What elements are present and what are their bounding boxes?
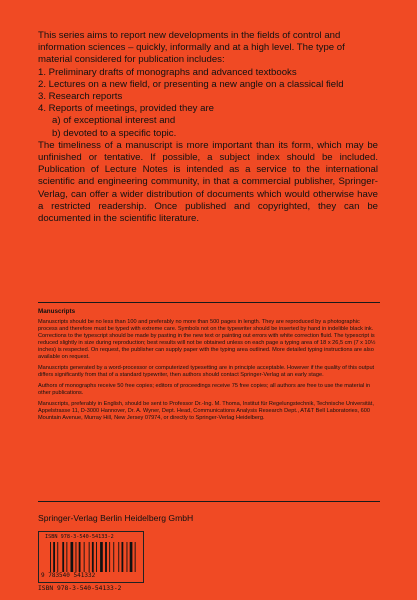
barcode-stripe (50, 542, 51, 572)
barcode-stripe (53, 542, 55, 572)
barcode-stripe (84, 542, 85, 572)
material-item: 4. Reports of meetings, provided they are (38, 103, 214, 115)
barcode (38, 531, 144, 583)
manuscripts-paragraph: Authors of monographs receive 50 free copies; editors of proceedings receive 75 free copies; all authors are free to use the material in other publications. (38, 383, 371, 396)
manuscripts-heading: Manuscripts (38, 308, 76, 315)
manuscripts-paragraph: Manuscripts, preferably in English, should be sent to Professor Dr.-Ing. M. Thoma, Institut für Regelungstechnik, Technische Universität, Appelstrasse 11, D-3000 Hannover, Dr. A. Wyner, Dept. Head, Communications Analysis Research Dept., AT&T Bell Laboratories, 600 Mountain Avenue, Murray Hill, New Jersey 07974, or directly to Springer-Verlag Heidelberg. (38, 401, 374, 421)
manuscripts-section (38, 308, 380, 426)
material-subitem: a) of exceptional interest and (52, 115, 176, 127)
barcode-stripe (130, 542, 133, 572)
barcode-stripe (113, 542, 114, 572)
material-item: 1. Preliminary drafts of monographs and advanced textbooks (38, 66, 297, 78)
barcode-stripe (89, 542, 90, 572)
barcode-stripe (62, 542, 64, 572)
barcode-stripe (105, 542, 107, 572)
barcode-stripe (92, 542, 94, 572)
barcode-stripe (96, 542, 97, 572)
barcode-stripe (135, 542, 136, 572)
divider-bottom (38, 501, 380, 502)
manuscripts-paragraph: Manuscripts should be no less than 100 and preferably no more than 500 pages in length. They are reproduced by a photographic process and therefore must be typed with extreme care. Symbols not on the typewriter should be inserted by hand in indelible black ink. Corrections to the typescript should be made by pasting in the new text or painting out errors with white correction fluid. The typescript is reduced slightly in size during reproduction; best results will not be obtained unless on each page a typing area of 18 x 26,5 cm (7 x 10½ inches) is respected. On request, the publisher can supply paper with the typing area outlined. More detailed typing instructions are also available on request. (38, 319, 376, 360)
intro-closing: The timeliness of a manuscript is more important than its form, which may be unfinished or tentative. If possible, a subject index should be included. Publication of Lecture Notes is intended as a service to the international scientific and engineering community, in that a commercial publisher, Springer-Verlag, can offer a wider distribution of documents which would otherwise have a restricted readership. Once published and copyrighted, they can be documented in the scientific literature. (38, 139, 378, 225)
barcode-stripe (57, 542, 58, 572)
material-item: 2. Lectures on a new field, or presenting a new angle on a classical field (38, 78, 344, 90)
barcode-stripe (127, 542, 128, 572)
barcode-stripe (100, 542, 103, 572)
divider-top (38, 302, 380, 303)
material-subitem: b) devoted to a specific topic. (52, 127, 177, 139)
material-item: 3. Research reports (38, 91, 123, 103)
manuscripts-paragraph: Manuscripts generated by a word-processor or computerized typesetting are in principle acceptable. However if the quality of this output differs significantly from that of a standard typewriter, then authors should contact Springer-Verlag at an early stage. (38, 365, 375, 378)
barcode-bars (49, 542, 137, 572)
barcode-stripe (66, 542, 67, 572)
barcode-stripe (76, 542, 77, 572)
publisher-name: Springer-Verlag Berlin Heidelberg GmbH (38, 513, 194, 523)
isbn-label-bottom: ISBN 978-3-540-54133-2 (38, 585, 122, 592)
barcode-stripe (118, 542, 119, 572)
series-description (38, 30, 378, 225)
barcode-stripe (122, 542, 124, 572)
barcode-digits: 9 783540 541332 (41, 572, 96, 579)
barcode-stripe (109, 542, 110, 572)
isbn-label-top: ISBN 978-3-540-54133-2 (45, 534, 114, 540)
barcode-stripe (79, 542, 81, 572)
material-list (38, 67, 378, 140)
intro-lead: This series aims to report new developments in the fields of control and information sciences – quickly, informally and at a high level. The type of material considered for publication includes: (38, 30, 345, 66)
barcode-stripe (71, 542, 74, 572)
